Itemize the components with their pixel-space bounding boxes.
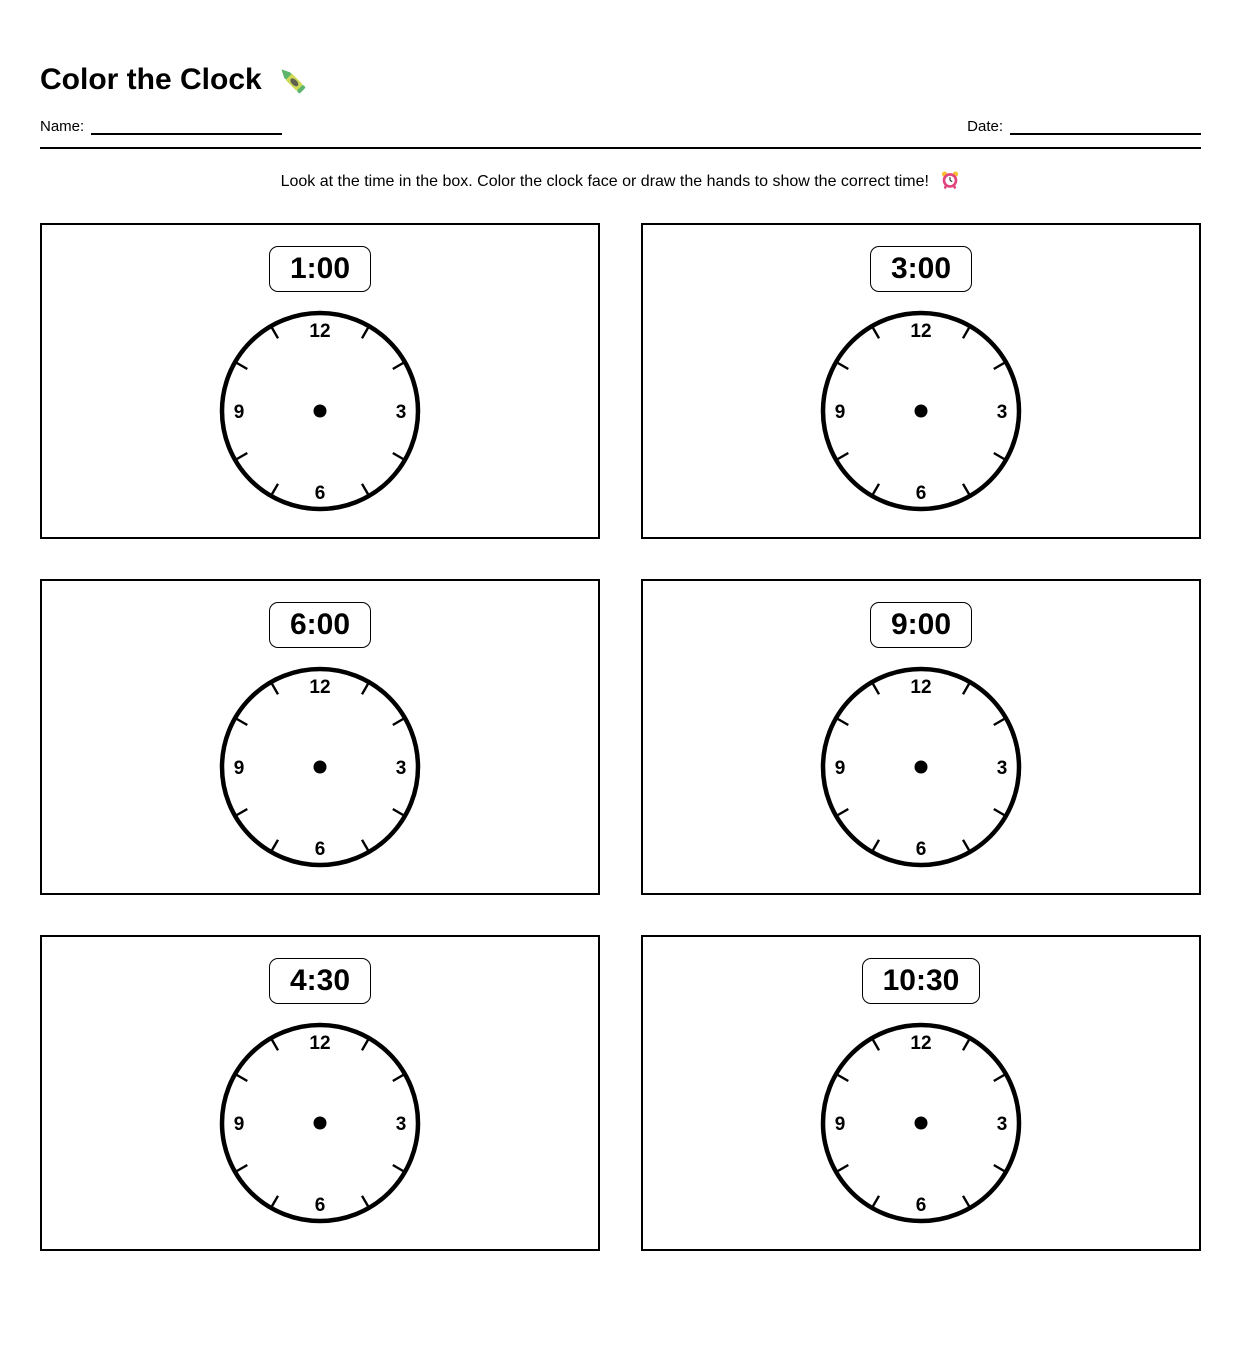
clock-face: [217, 308, 423, 514]
time-box: [862, 958, 981, 1004]
clock-card-4: [641, 579, 1201, 895]
clock-number-6: 6: [314, 1195, 326, 1216]
clock-face: [217, 1020, 423, 1226]
clock-card-1: [40, 223, 600, 539]
clock-number-12: 12: [309, 677, 331, 698]
clock-number-12: 12: [910, 677, 932, 698]
name-label: Name:: [40, 118, 85, 135]
time-box: [269, 246, 371, 292]
clock-number-3: 3: [996, 1114, 1008, 1135]
crayon-icon: [269, 57, 314, 102]
clock-number-9: 9: [834, 758, 846, 779]
time-value: 1:00: [289, 252, 351, 285]
clock-number-6: 6: [314, 483, 326, 504]
page-title: [40, 62, 1201, 98]
clock-grid: [40, 223, 1201, 1251]
clock-number-6: 6: [915, 483, 927, 504]
name-field: [40, 118, 282, 135]
instruction-text: [40, 170, 1201, 191]
clock-number-12: 12: [309, 321, 331, 342]
date-field: [967, 118, 1201, 135]
clock-card-3: [40, 579, 600, 895]
time-box: [269, 958, 371, 1004]
instruction-label: Look at the time in the box. Color the clock face or draw the hands to show the correct time!: [280, 173, 929, 190]
clock-face: [818, 664, 1024, 870]
clock-number-6: 6: [915, 839, 927, 860]
time-value: 6:00: [289, 608, 351, 641]
clock-face: [818, 1020, 1024, 1226]
clock-card-6: [641, 935, 1201, 1251]
clock-number-3: 3: [395, 758, 407, 779]
clock-number-6: 6: [314, 839, 326, 860]
clock-number-6: 6: [915, 1195, 927, 1216]
alarm-clock-icon: [940, 170, 960, 190]
clock-number-9: 9: [233, 1114, 245, 1135]
date-write-line: [1010, 132, 1201, 135]
clock-card-2: [641, 223, 1201, 539]
time-box: [870, 246, 972, 292]
clock-number-12: 12: [910, 1033, 932, 1054]
clock-number-12: 12: [309, 1033, 331, 1054]
worksheet-page: [0, 62, 1241, 1281]
clock-number-3: 3: [996, 402, 1008, 423]
header-divider: [40, 147, 1201, 149]
time-box: [870, 602, 972, 648]
page-title-text: Color the Clock: [40, 63, 262, 96]
clock-number-3: 3: [996, 758, 1008, 779]
clock-face: [217, 664, 423, 870]
clock-number-12: 12: [910, 321, 932, 342]
clock-number-9: 9: [834, 1114, 846, 1135]
time-value: 10:30: [882, 964, 960, 997]
clock-number-3: 3: [395, 402, 407, 423]
time-value: 3:00: [890, 252, 952, 285]
time-value: 4:30: [289, 964, 351, 997]
clock-number-9: 9: [834, 402, 846, 423]
clock-number-9: 9: [233, 402, 245, 423]
date-label: Date:: [967, 118, 1003, 135]
clock-card-5: [40, 935, 600, 1251]
time-value: 9:00: [890, 608, 952, 641]
clock-face: [818, 308, 1024, 514]
name-write-line: [91, 132, 282, 135]
name-date-row: [40, 118, 1201, 135]
time-box: [269, 602, 371, 648]
clock-number-3: 3: [395, 1114, 407, 1135]
clock-number-9: 9: [233, 758, 245, 779]
